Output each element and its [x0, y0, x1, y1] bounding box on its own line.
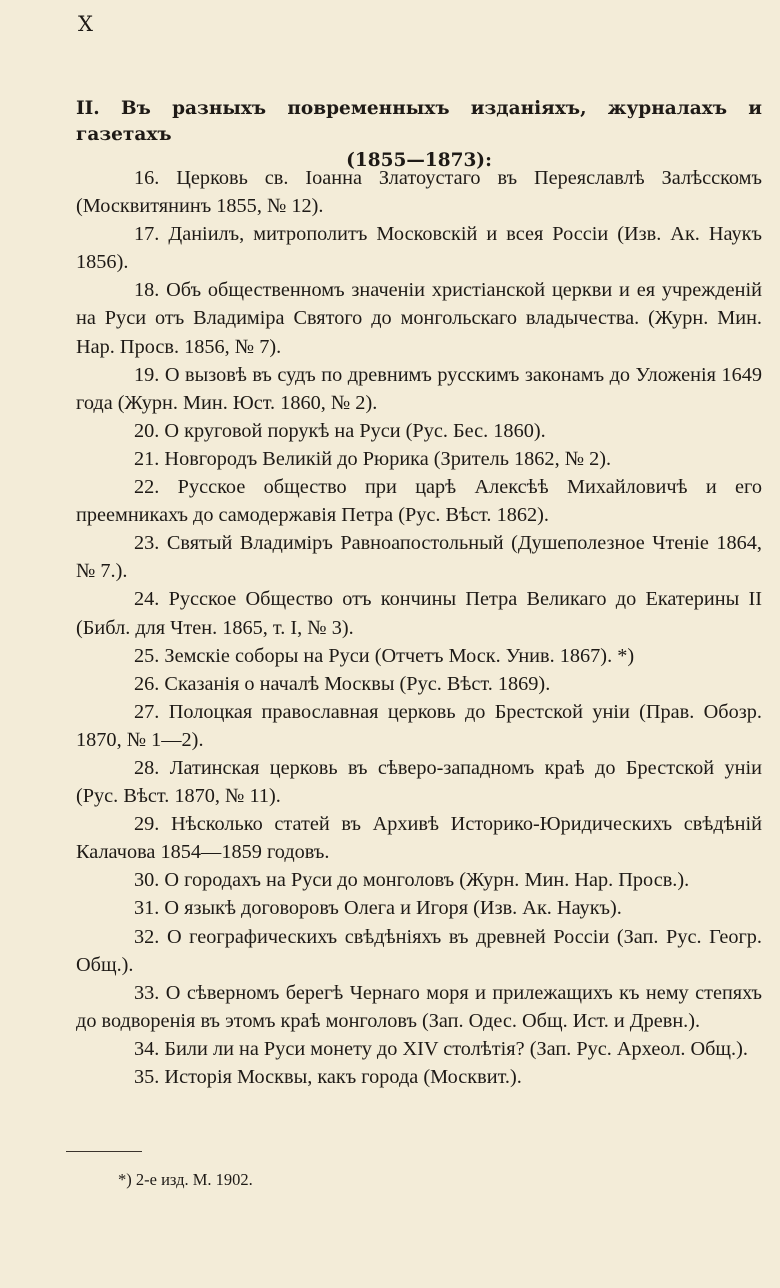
bibliography-entry-16: 16. Церковь св. Іоанна Златоустаго въ Переяславлѣ Залѣсскомъ (Москвитянинъ 1855, № 12). [76, 167, 762, 218]
bibliography-entry-24: 24. Русское Общество отъ кончины Петра Великаго до Екатерины II (Библ. для Чтен. 1865, т. I, № 3). [76, 588, 762, 639]
section-heading [76, 96, 762, 174]
bibliography-entry-22: 22. Русское общество при царѣ Алексѣѣ Михайловичѣ и его преемникахъ до самодержавія Петра (Рус. Вѣст. 1862). [76, 476, 762, 527]
bibliography-entry-18: 18. Объ общественномъ значеніи христіанской церкви и ея учрежденій на Руси отъ Владиміра Святого до монгольскаго владычества. (Журн. Мин. Нар. Просв. 1856, № 7). [76, 279, 762, 358]
footnote: *) 2-е изд. М. 1902. [118, 1170, 253, 1189]
bibliography-entry-35: 35. Исторія Москвы, какъ города (Москвит.). [134, 1066, 522, 1088]
section-heading-line-2: (1855—1873): [346, 150, 492, 171]
bibliography-entry-25: 25. Земскіе соборы на Руси (Отчетъ Моск. Унив. 1867). *) [134, 644, 635, 667]
bibliography-entry-23: 23. Святый Владиміръ Равноапостольный (Душеполезное Чтеніе 1864, № 7.). [76, 532, 762, 583]
bibliography-entry-21: 21. Новгородъ Великій до Рюрика (Зритель 1862, № 2). [134, 447, 612, 470]
bibliography-entry-31: 31. О языкѣ договоровъ Олега и Игоря (Изв. Ак. Наукъ). [134, 897, 622, 920]
bibliography-entry-27: 27. Полоцкая православная церковь до Брестской уніи (Прав. Обозр. 1870, № 1—2). [76, 700, 762, 751]
bibliography-entry-33: 33. О сѣверномъ берегѣ Чернаго моря и прилежащихъ къ нему степяхъ до водворенія въ этомъ краѣ монголовъ (Зап. Одес. Общ. Ист. и Древн.). [76, 981, 762, 1032]
bibliography-entry-19: 19. О вызовѣ въ судъ по древнимъ русскимъ законамъ до Уложенія 1649 года (Журн. Мин. Юст. 1860, № 2). [76, 363, 762, 414]
bibliography-entry-26: 26. Сказанія о началѣ Москвы (Рус. Вѣст. 1869). [134, 672, 551, 695]
bibliography-entry-28: 28. Латинская церковь въ сѣверо-западномъ краѣ до Брестской уніи (Рус. Вѣст. 1870, № 11). [76, 756, 762, 808]
bibliography-entry-17: 17. Даніилъ, митрополитъ Московскій и всея Россіи (Изв. Ак. Наукъ 1856). [76, 223, 762, 274]
section-heading-line-1: II. Въ разныхъ повременныхъ изданіяхъ, журналахъ и газетахъ [76, 98, 762, 145]
bibliography-entry-32: 32. О географическихъ свѣдѣніяхъ въ древней Россіи (Зап. Рус. Геогр. Общ.). [76, 925, 762, 976]
bibliography-entry-20: 20. О круговой порукѣ на Руси (Рус. Бес. 1860). [134, 419, 546, 442]
bibliography-entry-30: 30. О городахъ на Руси до монголовъ (Журн. Мин. Нар. Просв.). [134, 869, 690, 892]
page-number: X [78, 12, 94, 36]
bibliography-list [76, 164, 762, 1091]
bibliography-entry-34: 34. Били ли на Руси монету до XIV столѣтія? (Зап. Рус. Археол. Общ.). [134, 1037, 748, 1060]
footnote-divider [66, 1151, 142, 1152]
bibliography-entry-29: 29. Нѣсколько статей въ Архивѣ Историко-Юридическихъ свѣдѣній Калачова 1854—1859 годовъ. [76, 813, 762, 864]
